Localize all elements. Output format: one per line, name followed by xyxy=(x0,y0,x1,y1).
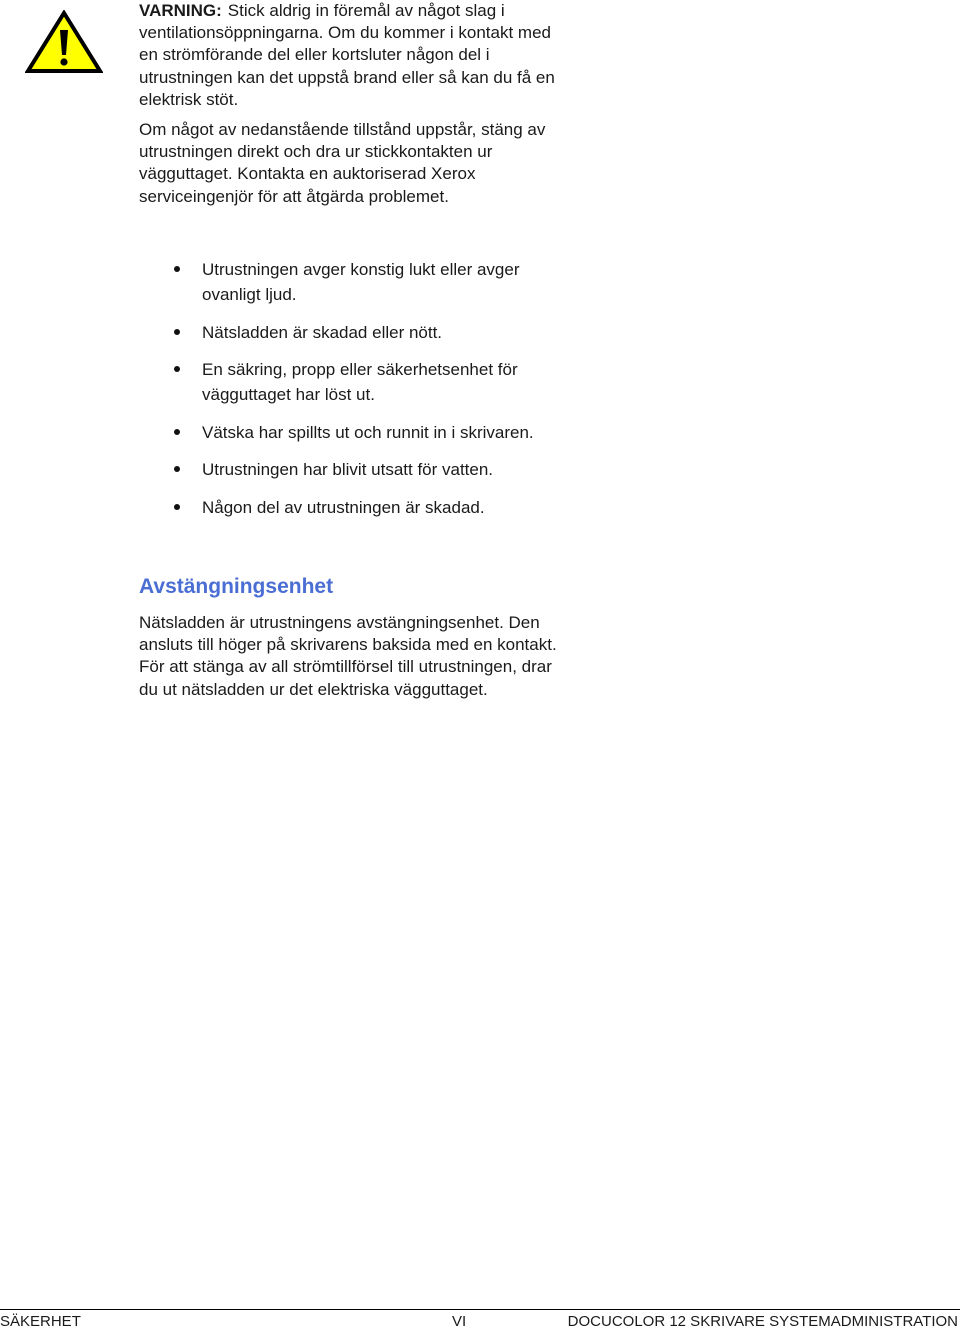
warning-triangle-icon xyxy=(25,10,103,74)
list-item xyxy=(139,495,569,520)
section-body: Nätsladden är utrustningens avstängningsenhet. Den ansluts till höger på skrivarens baksida med en kontakt. För att stänga av all strömtillförsel till utrustningen, drar du ut nätsladden ur det elektriska vägguttaget. xyxy=(139,613,557,699)
bullet-icon xyxy=(174,329,180,335)
list-item-text: En säkring, propp eller säkerhetsenhet för vägguttaget har löst ut. xyxy=(202,360,518,404)
footer-section-name: SÄKERHET xyxy=(0,1313,81,1330)
section-heading: Avstängningsenhet xyxy=(139,575,334,598)
warning-text: Stick aldrig in föremål av något slag i ventilationsöppningarna. Om du kommer i kontakt med en strömförande del eller kortsluter någon del i utrustningen kan det uppstå brand eller så kan du få en elektrisk stöt. xyxy=(139,1,555,109)
conditions-list xyxy=(139,257,569,532)
warning-label: VARNING: xyxy=(139,1,222,20)
list-item xyxy=(139,420,569,445)
list-item xyxy=(139,457,569,482)
warning-paragraph xyxy=(139,0,559,111)
footer-document-title: DOCUCOLOR 12 SKRIVARE SYSTEMADMINISTRATION xyxy=(567,1313,958,1330)
list-item-text: Utrustningen har blivit utsatt för vatten. xyxy=(202,460,494,479)
bullet-icon xyxy=(174,466,180,472)
list-item xyxy=(139,357,569,407)
bullet-icon xyxy=(174,266,180,272)
page-number: VI xyxy=(452,1313,467,1330)
warning-instructions: Om något av nedanstående tillstånd uppstår, stäng av utrustningen direkt och dra ur stickkontakten ur vägguttaget. Kontakta en auktoriserad Xerox serviceingenjör för att åtgärda problemet. xyxy=(139,120,546,206)
list-item-text: Nätsladden är skadad eller nött. xyxy=(202,322,443,342)
warning-block xyxy=(139,0,559,111)
list-item-text: Vätska har spillts ut och runnit in i skrivaren. xyxy=(202,422,534,442)
bullet-icon xyxy=(174,504,180,510)
footer-divider xyxy=(0,1309,960,1310)
list-item xyxy=(139,320,569,345)
bullet-icon xyxy=(174,429,180,435)
list-item xyxy=(139,257,569,307)
list-item-text: Någon del av utrustningen är skadad. xyxy=(202,497,485,517)
bullet-icon xyxy=(174,366,180,372)
list-item-text: Utrustningen avger konstig lukt eller avger ovanligt ljud. xyxy=(202,260,520,304)
